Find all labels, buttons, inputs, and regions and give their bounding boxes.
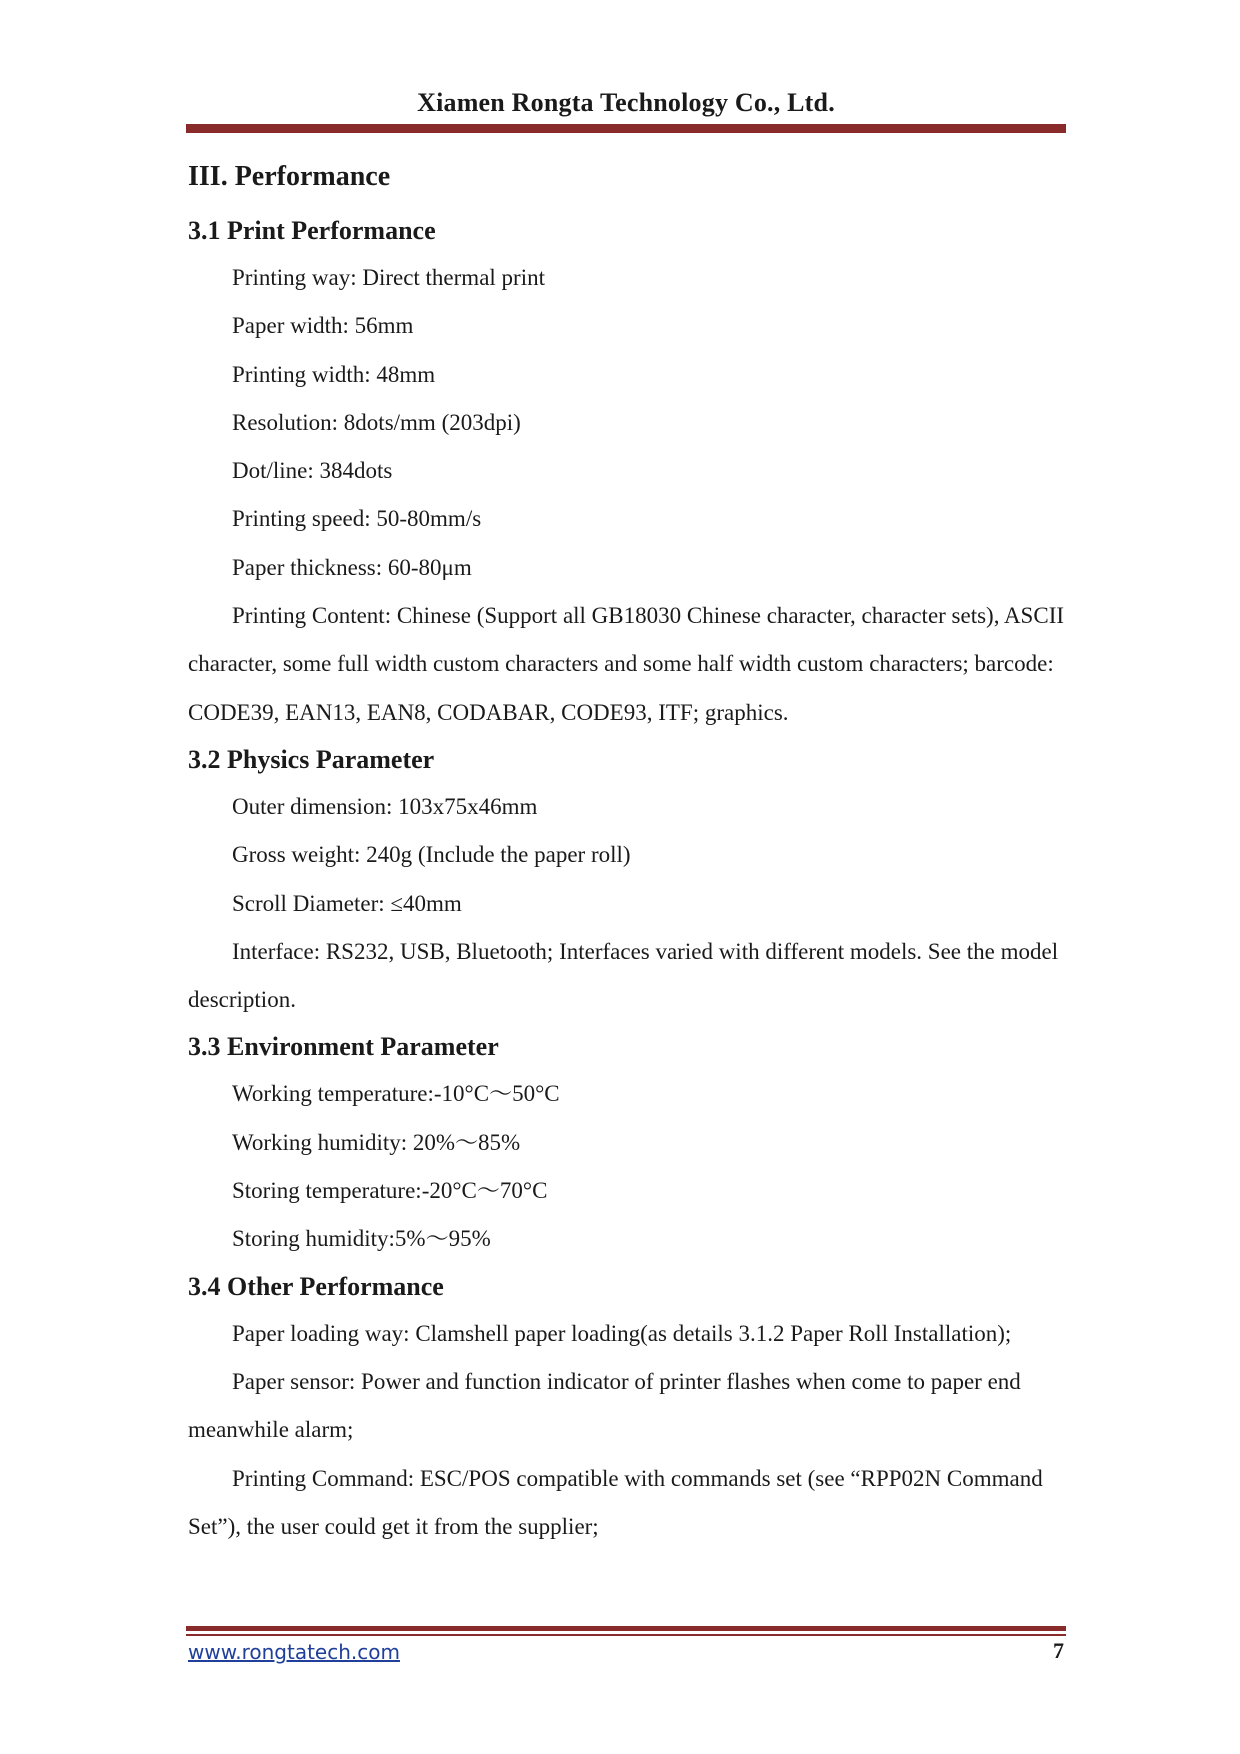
spec-line: Gross weight: 240g (Include the paper roll) <box>232 842 631 868</box>
spec-line: Dot/line: 384dots <box>232 458 393 484</box>
footer-divider-thin <box>186 1634 1066 1636</box>
spec-line: Scroll Diameter: ≤40mm <box>232 890 462 916</box>
spec-line: Printing speed: 50-80mm/s <box>232 506 482 532</box>
spec-paragraph: Paper sensor: Power and function indicator of printer flashes when come to paper end meanwhile alarm; <box>188 1368 1021 1443</box>
spec-line: Resolution: 8dots/mm (203dpi) <box>232 409 521 435</box>
company-header: Xiamen Rongta Technology Co., Ltd. <box>417 88 835 117</box>
section-physics-parameter <box>188 737 1068 1024</box>
spec-paragraph: Interface: RS232, USB, Bluetooth; Interfaces varied with different models. See the model description. <box>188 938 1059 1013</box>
spec-line: Working temperature:-10°C～50°C <box>232 1081 560 1107</box>
subsection-heading: 3.3 Environment Parameter <box>188 1032 499 1062</box>
footer-divider-thick <box>186 1626 1066 1631</box>
section-other-performance <box>188 1264 1068 1551</box>
subsection-heading: 3.1 Print Performance <box>188 216 436 245</box>
subsection-heading: 3.2 Physics Parameter <box>188 744 435 774</box>
spec-line: Paper width: 56mm <box>232 313 414 339</box>
spec-paragraph: Paper loading way: Clamshell paper loading(as details 3.1.2 Paper Roll Installation); <box>232 1320 1012 1346</box>
spec-line: Storing temperature:-20°C～70°C <box>232 1178 548 1204</box>
section-environment-parameter <box>188 1024 1068 1263</box>
section-print-performance <box>188 208 1068 737</box>
spec-line: Storing humidity:5%～95% <box>232 1226 491 1252</box>
spec-line: Printing way: Direct thermal print <box>232 265 545 290</box>
spec-line: Paper thickness: 60-80μm <box>232 554 472 580</box>
section-title: III. Performance <box>188 161 391 192</box>
spec-paragraph: Printing Content: Chinese (Support all GB18030 Chinese character, character sets), ASCII character, some full width custom characters and some half width custom characters; barcode: CODE39, EAN13, EAN8, CODABAR, CODE93, ITF; graphics. <box>188 603 1065 725</box>
spec-line: Printing width: 48mm <box>232 361 436 387</box>
header-divider <box>186 124 1066 133</box>
spec-paragraph: Printing Command: ESC/POS compatible with commands set (see “RPP02N Command Set”), the user could get it from the supplier; <box>188 1465 1043 1539</box>
subsection-heading: 3.4 Other Performance <box>188 1271 444 1301</box>
page-content <box>188 158 1068 1551</box>
spec-line: Outer dimension: 103x75x46mm <box>232 793 538 819</box>
page-number: 7 <box>1053 1638 1064 1663</box>
spec-line: Working humidity: 20%～85% <box>232 1129 521 1155</box>
website-link[interactable]: www.rongtatech.com <box>188 1640 400 1664</box>
